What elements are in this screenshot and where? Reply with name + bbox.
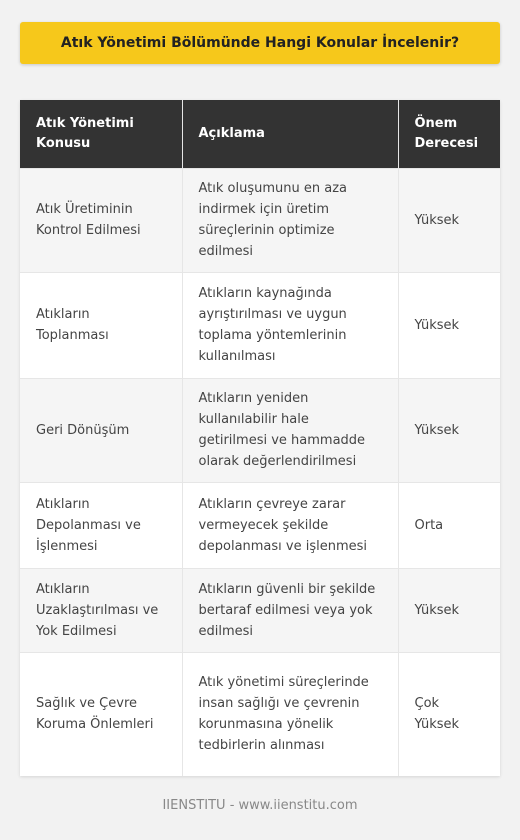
topic-cell: Atıkların Depolanması ve İşlenmesi — [20, 482, 182, 568]
table-row — [20, 378, 500, 482]
description-cell: Atık yönetimi süreçlerinde insan sağlığı ve çevrenin korunmasına yönelik tedbirlerin alınması — [182, 652, 398, 776]
topic-cell: Sağlık ve Çevre Koruma Önlemleri — [20, 652, 182, 776]
table-row — [20, 272, 500, 378]
description-cell: Atıkların yeniden kullanılabilir hale getirilmesi ve hammadde olarak değerlendirilmesi — [182, 378, 398, 482]
importance-cell: Yüksek — [398, 168, 500, 272]
importance-cell: Yüksek — [398, 568, 500, 652]
description-cell: Atık oluşumunu en aza indirmek için üretim süreçlerinin optimize edilmesi — [182, 168, 398, 272]
topic-cell: Atıkların Toplanması — [20, 272, 182, 378]
description-cell: Atıkların çevreye zarar vermeyecek şekilde depolanması ve işlenmesi — [182, 482, 398, 568]
description-cell: Atıkların güvenli bir şekilde bertaraf edilmesi veya yok edilmesi — [182, 568, 398, 652]
table-header-row — [20, 100, 500, 168]
topic-cell: Atık Üretiminin Kontrol Edilmesi — [20, 168, 182, 272]
table-row — [20, 652, 500, 776]
page-title: Atık Yönetimi Bölümünde Hangi Konular İncelenir? — [20, 22, 500, 64]
importance-cell: Çok Yüksek — [398, 652, 500, 776]
table-row — [20, 168, 500, 272]
table-row — [20, 568, 500, 652]
importance-cell: Orta — [398, 482, 500, 568]
footer-credit: IIENSTITU - www.iienstitu.com — [162, 798, 358, 813]
topic-cell: Atıkların Uzaklaştırılması ve Yok Edilmesi — [20, 568, 182, 652]
description-cell: Atıkların kaynağında ayrıştırılması ve uygun toplama yöntemlerinin kullanılması — [182, 272, 398, 378]
importance-cell: Yüksek — [398, 272, 500, 378]
topic-cell: Geri Dönüşüm — [20, 378, 182, 482]
importance-cell: Yüksek — [398, 378, 500, 482]
table-row — [20, 482, 500, 568]
column-header-description: Açıklama — [182, 100, 398, 168]
column-header-topic: Atık Yönetimi Konusu — [20, 100, 182, 168]
topics-table — [20, 100, 500, 776]
column-header-importance: Önem Derecesi — [398, 100, 500, 168]
